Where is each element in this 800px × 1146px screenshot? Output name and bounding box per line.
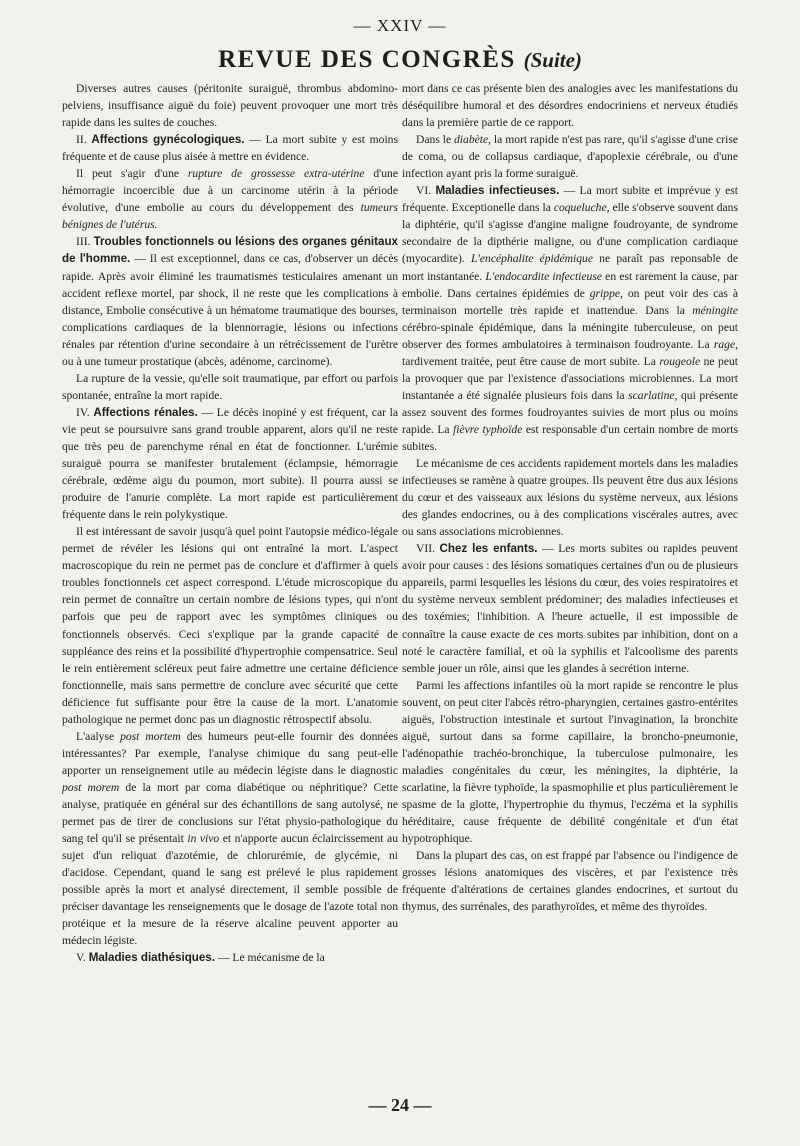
italic-run: fièvre typhoïde: [453, 422, 523, 436]
paragraph: [62, 728, 398, 950]
text-run: ne paraît pas reponsable de mort instantanée.: [402, 252, 738, 283]
text-run: de la mort par coma diabétique ou néphritique? Cette analyse, pratiquée en général sur des échantillons de sang autolysé, ne permet pas de tirer de conclusions sur l'état physio-pathologique du sang tel qu'il se présentait: [62, 780, 398, 846]
section-chez-les-enfants: [402, 540, 738, 676]
right-column: [402, 80, 738, 915]
left-column: [62, 80, 398, 966]
text-run: est responsable d'un certain nombre de morts subites.: [402, 422, 739, 453]
text-run: la mort rapide n'est pas rare, qu'il s'agisse d'une crise de coma, ou de collapsus cardiaque, d'apoplexie cérébrale, ou d'une infection ayant pris la forme suraiguë.: [402, 133, 738, 181]
italic-run: post mortem: [120, 729, 181, 743]
paragraph: Dans la plupart des cas, on est frappé par l'absence ou l'indigence de grosses lésions anatomiques des viscères, et par l'existence très fréquente d'altérations de certaines glandes endocrines, et surtout du thymus, des surrénales, des parathyroïdes, et même des thyroïdes.: [402, 849, 738, 914]
text-run: on peut voir des cas à terminaison mortelle très rapide et inattendue. Dans la: [402, 286, 738, 317]
page-title: [0, 46, 800, 74]
text-run: ne peut la provoquer que par l'existence d'associations microbiennes. La mort instantanée a été signalée plusieurs fois dans la: [402, 354, 738, 402]
italic-run: post morem: [62, 780, 120, 794]
italic-run: in vivo: [187, 832, 220, 846]
section-maladies-diathesiques: [62, 949, 398, 966]
text-run: Il peut s'agir d'une: [76, 167, 188, 181]
italic-run: diabète,: [454, 133, 492, 147]
section-heading: Maladies infectieuses.: [435, 184, 560, 198]
text-run: L'aalyse: [76, 729, 121, 743]
section-number: V.: [76, 951, 86, 965]
paragraph: Diverses autres causes (péritonite suraiguë, thrombus abdomino-pelviens, insuffisance aiguë du foie) peuvent provoquer une mort très rapide dans les suites de couches.: [62, 82, 398, 130]
text-run: — La mort subite et imprévue y est fréquente. Exceptionelle dans la: [402, 184, 738, 215]
text-run: des humeurs peut-elle fournir des données intéressantes? Par exemple, l'analyse chimique du sang peut-elle apporter un renseignement utile au médecin légiste dans le diagnostic: [62, 729, 398, 777]
text-run: qui présente assez souvent des formes foudroyantes suivies de mort plus ou moins rapide. La: [402, 388, 738, 436]
text-run: Dans le: [416, 133, 454, 147]
italic-run: scarlatine,: [628, 388, 678, 402]
paragraph: [402, 131, 738, 182]
section-maladies-infectieuses: [402, 182, 738, 455]
paragraph: mort dans ce cas présente bien des analogies avec les manifestations du déséquilibre humoral et des désordres endocriniens et nerveux étudiés dans la première partie de ce rapport.: [402, 82, 738, 130]
section-affections-renales: [62, 404, 398, 523]
title-text: REVUE DES CONGRÈS: [218, 46, 516, 73]
italic-run: rougeole: [659, 354, 701, 368]
section-number: VII.: [416, 542, 435, 556]
italic-run: L'encéphalite épidémique: [470, 252, 593, 266]
section-number: IV.: [76, 405, 90, 419]
title-suite: (Suite): [523, 48, 582, 72]
text-run: tardivement traitée, peut être cause de mort subite. La: [402, 354, 660, 368]
section-text: — Le mécanisme de la: [214, 951, 325, 965]
paragraph: Parmi les affections infantiles où la mort rapide se rencontre le plus souvent, on peut citer l'abcès rétro-pharyngien, certaines gastro-entérites aiguës, l'obstruction intestinale et surtout l'invagination, la bronchite aiguë, surtout dans sa forme capillaire, la broncho-pneumonie, l'adénopathie trachéo-bronchique, la tuberculose pulmonaire, les maladies congénitales du cœur, les méningites, la diphtérie, la scarlatine, la fièvre typhoïde, la spasmophilie et plus particulièrement le spasme de la glotte, l'hypertrophie du thymus, l'eczéma et la syphilis héréditaire, cause fréquente de débilité congénitale et d'un état hypotrophique.: [402, 678, 738, 846]
italic-run: rage,: [713, 337, 738, 351]
italic-run: coqueluche,: [553, 201, 610, 215]
italic-run: méningite: [692, 303, 738, 317]
italic-run: grippe,: [589, 286, 623, 300]
text-run: en est rarement la cause, par embolie. Dans certaines épidémies de: [402, 269, 738, 300]
page-number: — 24 —: [368, 1095, 432, 1115]
section-text: — Les morts subites ou rapides peuvent avoir pour causes : des lésions somatiques certaines d'un ou de plusieurs appareils, parmi lesquelles les lésions du cœur, des voies respiratoires et du système nerveux semblent prédominer; des maladies infectieuses et des toxémies; l'inhibition. A l'heure actuelle, il est impossible de connaître la cause exacte de ces morts subites par inhibition, dont on a noté le caractère familial, et où la syphilis et l'alcoolisme des parents semble jouer un rôle, ainsi que les glandes à secrétion interne.: [402, 542, 738, 675]
italic-run: tumeurs bénignes de l'utérus.: [62, 201, 398, 232]
section-heading: Troubles fonctionnels ou lésions des organes génitaux de l'homme.: [62, 235, 398, 266]
text-run: elle s'observe souvent dans la diphtérie, qu'il s'agisse d'angine maligne foudroyante, de syndrome secondaire de la dipthérie maligne, ou d'une complication cardiaque (myocardite).: [402, 201, 738, 266]
section-heading: Affections gynécologiques.: [91, 133, 245, 147]
roman-page-number: — XXIV —: [353, 16, 447, 35]
text-run: et n'apporte aucun éclaircissement au sujet d'un reliquat d'azotémie, de chlorurémie, de glycémie, ni d'acidose. Cependant, quand le sang est prélevé le plus rapidement possible après la mort et analysé directement, il semble possible de préciser davantage les renseignements que le dosage de l'azote total non protéique et la mesure de la réserve alcaline peuvent apporter au médecin légiste.: [62, 832, 399, 948]
italic-run: L'endocardite infectieuse: [485, 269, 602, 283]
section-text: — Il est exceptionnel, dans ce cas, d'observer un décès rapide. Après avoir éliminé les traumatismes testiculaires amenant un accident reflexe mortel, par shock, il ne reste que les complications à distance, Embolie consécutive à un hématome traumatique des bourses, complications cardiaques de la blennorragie, lésions ou infections rénales par rétention d'urine secondaire à un rétrécissement de l'urètre ou à une tumeur prostatique (abcès, adénome, carcinome).: [62, 252, 398, 368]
paragraph: La rupture de la vessie, qu'elle soit traumatique, par effort ou parfois spontanée, entraîne la mort rapide.: [62, 371, 398, 402]
paragraph: Le mécanisme de ces accidents rapidement mortels dans les maladies infectieuses se ramène à quatre groupes. Ils peuvent être dus aux lésions du cœur et des vaisseaux aux lésions du système nerveux, aux lésions des glandes endocrines, ou à des complications viscérales autres, avec ou sans associations microbiennes.: [402, 457, 738, 539]
section-troubles-fonctionnels: [62, 233, 398, 369]
paragraph: Il est intéressant de savoir jusqu'à quel point l'autopsie médico-légale permet de révéler les lésions qui ont entraîné la mort. L'aspect macroscopique du rein ne permet pas de conclure et d'affirmer à quels troubles fonctionnels cet aspect correspond. L'étude microscopique du rein permet de connaître un certain nombre de lésions types, qui n'ont parfois que peu de rapport avec les symptômes cliniques ou fonctionnels observés. Ceci s'explique par la grande capacité de suppléance des reins et la possibilité d'hypertrophie compensatrice. Seul le rein entièrement scléreux peut faire admettre une certaine déficience fonctionnelle, mais sans permettre de conclure avec sécurité que cette déficience fut suffisante pour être la cause de la mort. L'anatomie pathologique ne permet donc pas un diagnostic rétrospectif absolu.: [62, 525, 398, 726]
section-text: — La mort subite y est moins fréquente et de cause plus aisée à mettre en évidence.: [62, 133, 398, 164]
section-number: III.: [76, 235, 91, 249]
section-text: — Le décès inopiné y est fréquent, car la vie peut se poursuivre sans grand trouble apparent, alors qu'il ne reste que très peu de parenchyme rénal en état de fonctionner. L'urémie suraiguë pourra se manifester brutalement (éclampsie, hémorragie cérébrale, œdème aigu du poumon, mort subite). Il pourra aussi se produire de l'anurie complète. La mort rapide est particulièrement fréquente dans le rein polykystique.: [62, 405, 398, 522]
section-heading: Chez les enfants.: [439, 542, 538, 556]
section-affections-gynecologiques: [62, 131, 398, 165]
text-run: cérébro-spinale épidémique, dans la méningite tuberculeuse, on peut observer des formes ambulatoires à terminaison foudroyante. La: [402, 320, 738, 351]
section-heading: Maladies diathésiques.: [88, 951, 215, 965]
paragraph: [62, 165, 398, 233]
text-run: d'une hémorragie incoercible due à un carcinome utérin à la période évolutive, d'une embolie au cours du développement des: [62, 167, 398, 215]
section-number: II.: [76, 133, 87, 147]
section-heading: Affections rénales.: [93, 405, 198, 419]
italic-run: rupture de grossesse extra-utérine: [187, 167, 365, 181]
section-number: VI.: [416, 184, 432, 198]
